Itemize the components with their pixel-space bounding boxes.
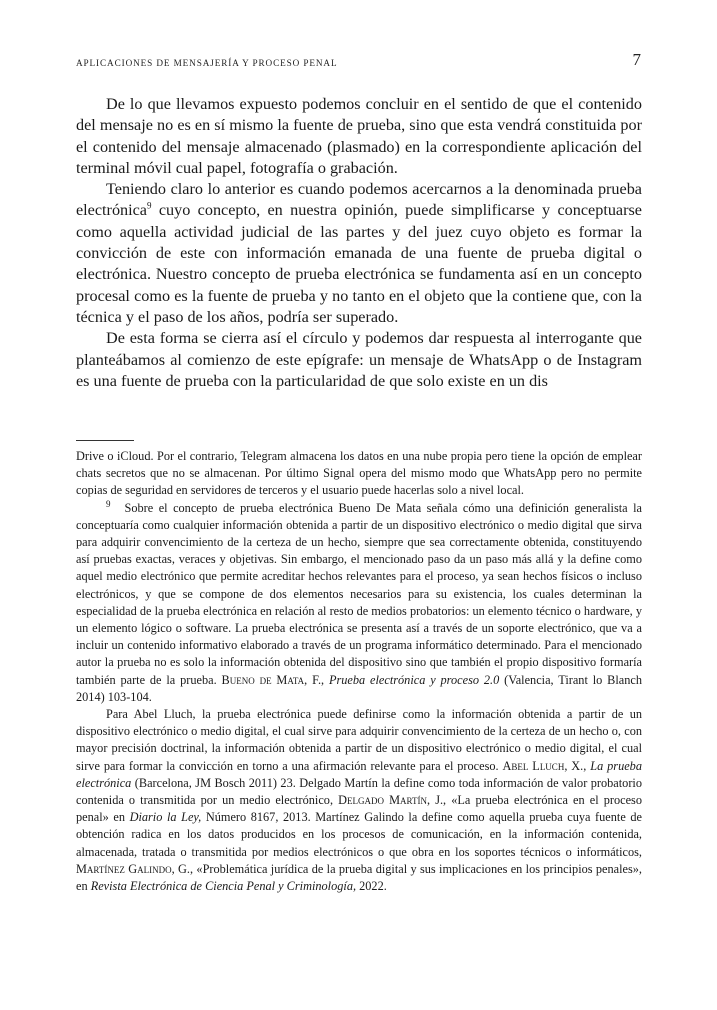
citation-details: (Barcelona, JM Bosch 2011) 23. Delgado Martín la define como toda información de valor probatorio contenida o transmitida por un medio electrónico, [76, 775, 642, 808]
footnote-9-marker: 9 [106, 498, 111, 509]
body-paragraph-3: De esta forma se cierra así el círculo y podemos dar respuesta al interrogante que planteábamos al comienzo de este epígrafe: un mensaje de WhatsApp o de Instagram es una fuente de prueba con la particularidad de que solo existe en un dis [76, 329, 642, 390]
citation-title: Revista Electrónica de Ciencia Penal y Criminología, [90, 879, 357, 894]
citation-details: «La prueba electrónica en el proceso penal» en [76, 793, 642, 825]
citation-title: Prueba electrónica y proceso 2.0 [328, 672, 500, 687]
citation-author: Delgado Martín, J., [338, 793, 447, 808]
body-paragraph-2 [76, 179, 642, 328]
footnote-9-paragraph-2 [76, 706, 642, 895]
body-paragraph-2-end: cuyo concepto, en nuestra opinión, puede simplificarse y conceptuarse como aquella actividad judicial de las partes y del juez cuyo objeto es formar la convicción de este con información emanada de una fuente de prueba digital o electrónica. Nuestro concepto de prueba electrónica se fundamenta así en un concepto procesal como es la fuente de prueba y no tanto en el objeto que la contiene que, con la técnica y el paso de los años, podría ser superado. [76, 201, 642, 326]
footnote-9-text: Sobre el concepto de prueba electrónica Bueno De Mata señala cómo una definición generalista la conceptuaría como cualquier información obtenida a partir de un dispositivo electrónico o medio digital que sirva para adquirir convencimiento de la certeza de un hecho, siempre que sea correctamente obtenida, constituyendo así pruebas exactas, veraces y objetivas. Sin embargo, el mencionado paso da un paso más allá y la define como aquel medio electrónico que permite acreditar hechos relevantes para el proceso, ya sean hechos físicos o incluso electrónicos, y que se compone de dos elementos necesarios para su existencia, los cuales determinan la especialidad de la prueba electrónica en relación al resto de medios probatorios: un elemento técnico o hardware, y un elemento lógico o software. La prueba electrónica se presenta así a través de un soporte electrónico, que va a incluir un contenido informativo elaborado a través de un programa informático determinado. Para el mencionado autor la prueba no es solo la información obtenida del dispositivo sino que también el propio dispositivo formaría también parte de la prueba. [76, 500, 642, 687]
citation-title: La prueba electrónica [76, 758, 642, 790]
footnotes [76, 448, 642, 895]
citation-author: Abel Lluch, X., [502, 758, 587, 773]
footnote-continuation: Drive o iCloud. Por el contrario, Telegram almacena los datos en una nube propia pero tiene la opción de emplear chats secretos que no se almacenan. Por último Signal opera del mismo modo que WhatsApp pero no permite copias de seguridad en servidores de terceros y el usuario puede hacerlas solo a nivel local. [76, 449, 642, 498]
citation-author: Bueno de Mata, F., [221, 672, 325, 687]
citation-details: «Problemática jurídica de la prueba digital y sus implicaciones en los principios penales», en [76, 861, 642, 894]
citation-details: Número 8167, 2013. Martínez Galindo la define como aquella prueba cuya fuente de obtención radica en los datos producidos en los procesos de comunicación, en la información contenida, almacenada, tratada o transmitida por medios electrónicos o que obra en los soportes técnicos o informáticos, [76, 810, 642, 859]
citation-author: Martínez Galindo, G., [76, 861, 194, 876]
citation-details: (Valencia, Tirant lo Blanch 2014) 103-104. [76, 672, 642, 704]
running-header: APLICACIONES DE MENSAJERÍA Y PROCESO PENAL [76, 58, 338, 68]
citation-title: Diario la Ley, [129, 810, 202, 825]
citation-details: 2022. [356, 879, 387, 894]
footnote-reference-9[interactable]: 9 [147, 201, 152, 212]
footnote-separator [76, 440, 134, 441]
body-paragraph-1: De lo que llevamos expuesto podemos concluir en el sentido de que el contenido del mensaje no es en sí mismo la fuente de prueba, sino que esta vendrá constituida por el contenido del mensaje almacenado (plasmado) en la correspondiente aplicación del terminal móvil cual papel, fotografía o grabación. [76, 95, 642, 177]
body-text [76, 94, 642, 392]
page-number: 7 [632, 50, 641, 69]
body-paragraph-2-start: Teniendo claro lo anterior es cuando podemos acercarnos a la denominada prueba electrónica [76, 180, 642, 220]
footnote-9 [76, 500, 642, 706]
footnote-9-paragraph-2-text: Para Abel Lluch, la prueba electrónica puede definirse como la información obtenida a partir de un dispositivo electrónico o medio digital, el cual sirve para adquirir convencimiento de la certeza de un hecho o, con mayor precisión doctrinal, la información obtenida a partir de un dispositivo electrónico o medio digital, el cual sirve para formar la convicción en torno a una afirmación relevante para el proceso. [76, 707, 642, 773]
